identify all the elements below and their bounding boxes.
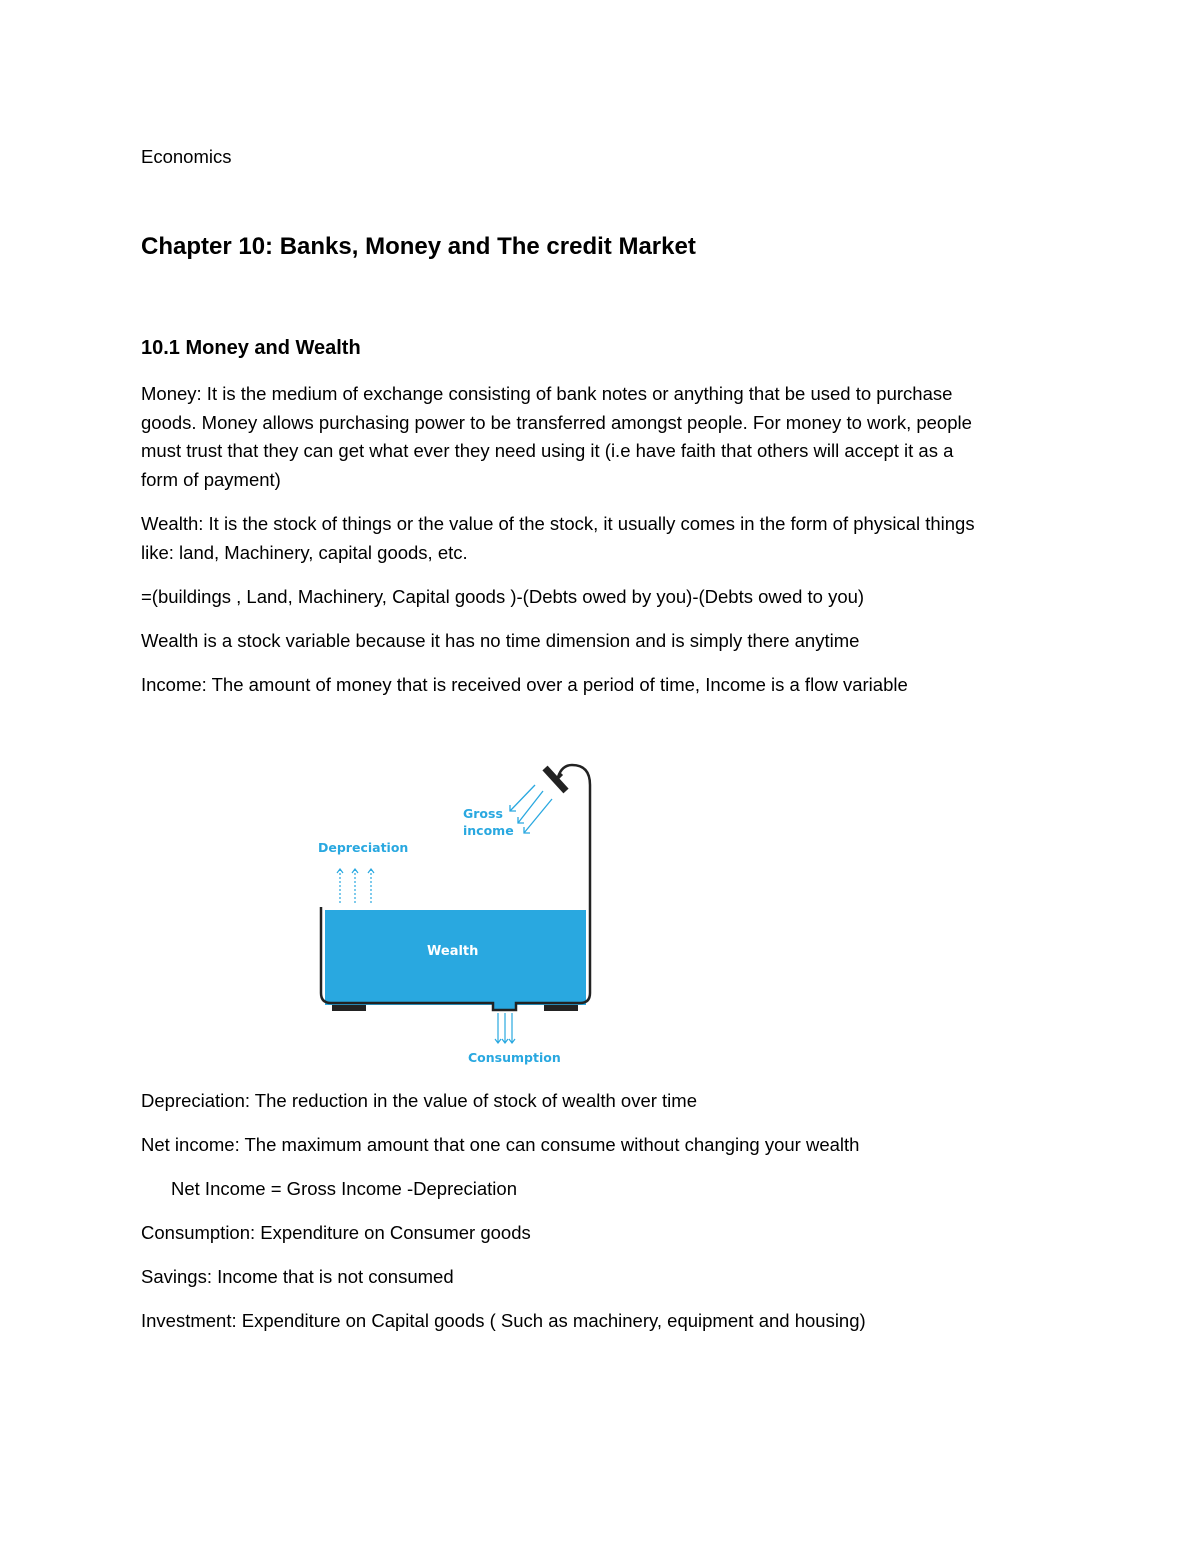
wealth-line: Wealth: It is the stock of things or the value of the stock, it usually comes in the form of physical things [141,513,975,534]
wealth-label: Wealth [427,944,479,959]
consumption-definition: Consumption: Expenditure on Consumer goods [141,1222,531,1243]
net-income-definition: Net income: The maximum amount that one can consume without changing your wealth [141,1134,860,1155]
money-definition [141,380,1061,494]
chapter-title: Chapter 10: Banks, Money and The credit Market [141,233,696,260]
gross-income-label: Gross [463,806,503,821]
money-line: goods. Money allows purchasing power to be transferred amongst people. For money to work, people [141,411,972,433]
tub-foot-left [332,1005,366,1011]
depreciation-label: Depreciation [318,840,409,855]
gross-income-label: income [463,823,514,838]
money-line: form of payment) [141,468,281,490]
investment-definition: Investment: Expenditure on Capital goods ( Such as machinery, equipment and housing) [141,1310,866,1331]
savings-definition: Savings: Income that is not consumed [141,1266,454,1287]
wealth-line: like: land, Machinery, capital goods, etc. [141,541,468,563]
depreciation-arrows [340,870,371,903]
tub-foot-right [544,1005,578,1011]
income-definition: Income: The amount of money that is received over a period of time, Income is a flow variable [141,674,908,695]
wealth-stock-note: Wealth is a stock variable because it has no time dimension and is simply there anytime [141,630,860,651]
money-line: Money: It is the medium of exchange consisting of bank notes or anything that be used to purchase [141,383,953,404]
gross-income-arrows [510,785,552,833]
section-title: 10.1 Money and Wealth [141,337,361,359]
depreciation-definition: Depreciation: The reduction in the value of stock of wealth over time [141,1090,697,1111]
drain [493,998,516,1010]
net-income-formula: Net Income = Gross Income -Depreciation [171,1178,517,1199]
consumption-label: Consumption [468,1050,561,1065]
wealth-formula: =(buildings , Land, Machinery, Capital goods )-(Debts owed by you)-(Debts owed to you) [141,586,865,607]
subject-header: Economics [141,146,232,167]
money-line: must trust that they can get what ever they need using it (i.e have faith that others will accept it as a [141,440,954,461]
consumption-arrows [495,1013,515,1043]
shower-head-icon [545,768,566,791]
wealth-definition [141,510,1061,567]
wealth-bathtub-diagram [300,755,610,1075]
